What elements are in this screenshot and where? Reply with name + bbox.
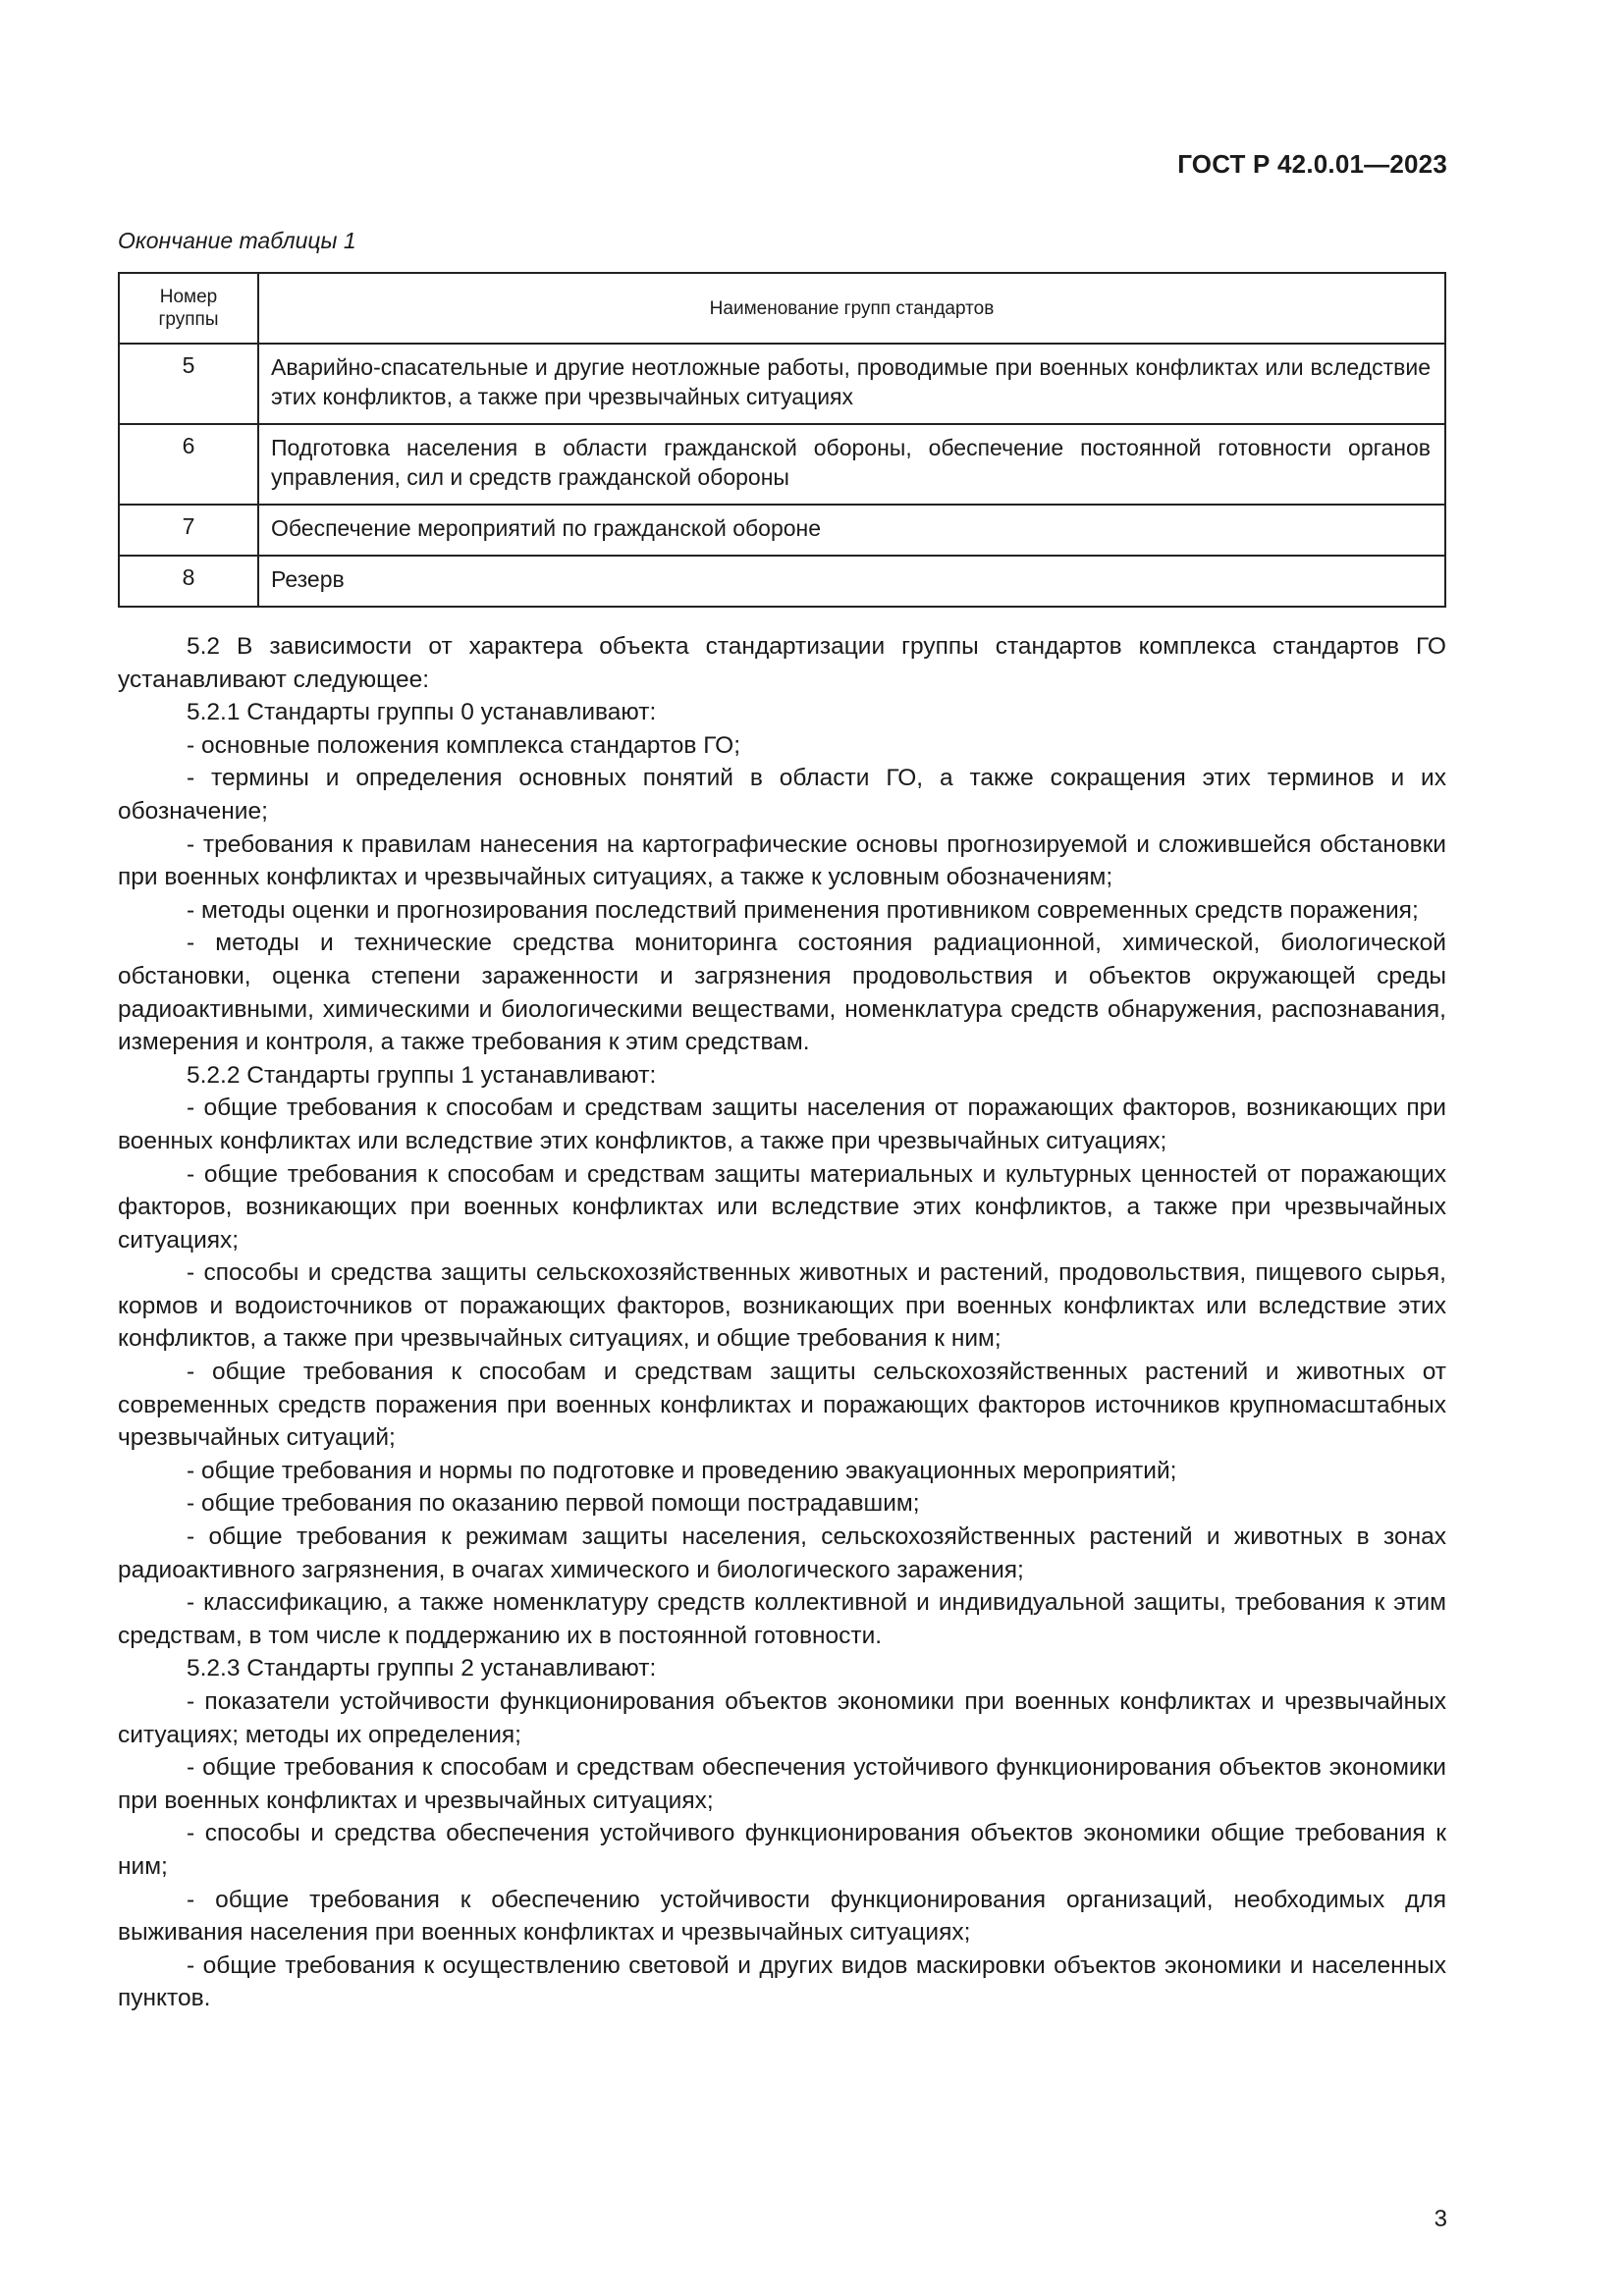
list-item: - общие требования к способам и средствам обеспечения устойчивого функционирования объектов экономики при военных конфликтах и чрезвычайных ситуациях; — [118, 1754, 1446, 1814]
table-caption: Окончание таблицы 1 — [118, 228, 356, 253]
list-item: - термины и определения основных понятий в области ГО, а также сокращения этих терминов и их обозначение; — [118, 765, 1446, 825]
document-code-header: ГОСТ Р 42.0.01—2023 — [1177, 149, 1447, 179]
clause-5-2-3: 5.2.3 Стандарты группы 2 устанавливают: — [187, 1655, 657, 1682]
group-number-cell: 5 — [119, 344, 258, 424]
list-item: - требования к правилам нанесения на картографические основы прогнозируемой и сложившейся обстановки при военных конфликтах и чрезвычайных ситуациях, а также к условным обозначениям; — [118, 830, 1446, 891]
group-name-cell: Подготовка населения в области гражданской обороны, обеспечение постоянной готовности органов управления, сил и средств гражданской обороны — [258, 424, 1445, 505]
list-item: - общие требования к способам и средствам защиты материальных и культурных ценностей от поражающих факторов, возникающих при военных конфликтах или вследствие этих конфликтов, а также при чрезвычайных ситуациях; — [118, 1160, 1446, 1254]
list-item: - классификацию, а также номенклатуру средств коллективной и индивидуальной защиты, требования к этим средствам, в том числе к поддержанию их в постоянной готовности. — [118, 1589, 1446, 1649]
list-item: - способы и средства защиты сельскохозяйственных животных и растений, продовольствия, пищевого сырья, кормов и водоисточников от поражающих факторов, возникающих при военных конфликтах или вследствие этих конфликтов, а также при чрезвычайных ситуациях, и общие требования к ним; — [118, 1259, 1446, 1353]
list-item: - общие требования к осуществлению световой и других видов маскировки объектов экономики и населенных пунктов. — [118, 1951, 1446, 2012]
group-number-cell: 7 — [119, 505, 258, 556]
column-header-group-name: Наименование групп стандартов — [258, 273, 1445, 344]
list-item: - методы оценки и прогнозирования последствий применения противником современных средств поражения; — [187, 896, 1419, 924]
column-header-group-number: Номер группы — [119, 273, 258, 344]
group-name-cell: Обеспечение мероприятий по гражданской обороне — [258, 505, 1445, 556]
table-row — [119, 424, 1445, 505]
list-item: - общие требования по оказанию первой помощи пострадавшим; — [187, 1490, 920, 1518]
group-number-cell: 6 — [119, 424, 258, 505]
group-name-cell: Резерв — [258, 556, 1445, 607]
list-item: - общие требования к режимам защиты населения, сельскохозяйственных растений и животных в зонах радиоактивного загрязнения, в очагах химического и биологического заражения; — [118, 1523, 1446, 1583]
clause-5-2-2: 5.2.2 Стандарты группы 1 устанавливают: — [187, 1061, 657, 1089]
clause-5-2-1: 5.2.1 Стандарты группы 0 устанавливают: — [187, 699, 657, 726]
group-name-cell: Аварийно-спасательные и другие неотложные работы, проводимые при военных конфликтах или вследствие этих конфликтов, а также при чрезвычайных ситуациях — [258, 344, 1445, 424]
table-row — [119, 505, 1445, 556]
list-item: - показатели устойчивости функционирования объектов экономики при военных конфликтах и чрезвычайных ситуациях; методы их определения; — [118, 1688, 1446, 1748]
body-text — [118, 630, 1446, 2015]
list-item: - общие требования к способам и средствам защиты сельскохозяйственных растений и животных от современных средств поражения при военных конфликтах и поражающих факторов источников крупномасштабных чрезвычайных ситуаций; — [118, 1359, 1446, 1452]
clause-5-2: 5.2 В зависимости от характера объекта стандартизации группы стандартов комплекса стандартов ГО устанавливают следующее: — [118, 633, 1446, 693]
list-item: - основные положения комплекса стандартов ГО; — [187, 731, 741, 759]
list-item: - общие требования к обеспечению устойчивости функционирования организаций, необходимых для выживания населения при военных конфликтах и чрезвычайных ситуациях; — [118, 1886, 1446, 1947]
list-item: - способы и средства обеспечения устойчивого функционирования объектов экономики общие требования к ним; — [118, 1820, 1446, 1880]
group-number-cell: 8 — [119, 556, 258, 607]
standards-groups-table — [118, 272, 1446, 608]
list-item: - методы и технические средства мониторинга состояния радиационной, химической, биологической обстановки, оценка степени зараженности и загрязнения продовольствия и объектов окружающей среды радиоактивными, химическими и биологическими веществами, номенклатура средств обнаружения, распознавания, измерения и контроля, а также требования к этим средствам. — [118, 930, 1446, 1056]
page-number: 3 — [1434, 2206, 1447, 2232]
list-item: - общие требования к способам и средствам защиты населения от поражающих факторов, возникающих при военных конфликтах или вследствие этих конфликтов, а также при чрезвычайных ситуациях; — [118, 1095, 1446, 1154]
list-item: - общие требования и нормы по подготовке и проведению эвакуационных мероприятий; — [187, 1457, 1177, 1484]
table-row — [119, 556, 1445, 607]
table-row — [119, 344, 1445, 424]
